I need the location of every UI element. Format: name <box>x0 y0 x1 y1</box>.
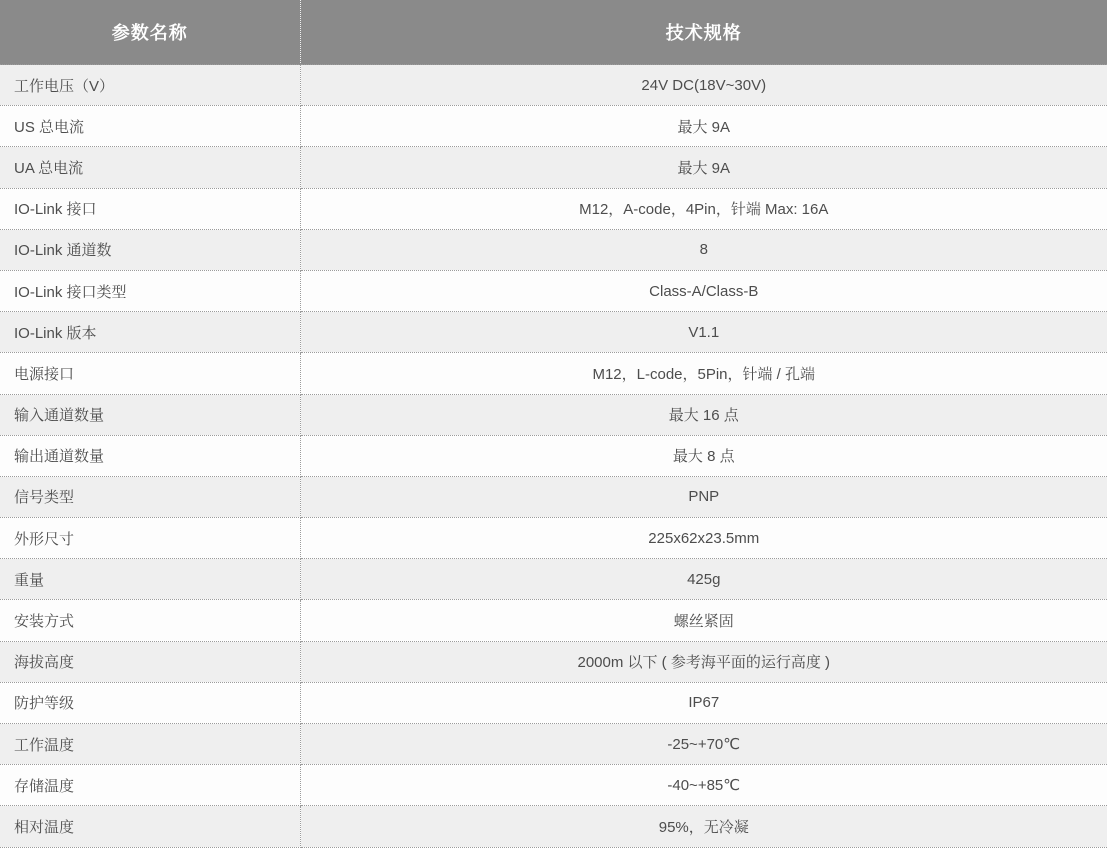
parameter-name-cell: 输入通道数量 <box>0 394 300 435</box>
technical-spec-cell: 24V DC(18V~30V) <box>300 65 1107 106</box>
technical-spec-cell: 2000m 以下 ( 参考海平面的运行高度 ) <box>300 641 1107 682</box>
parameter-name-cell: 输出通道数量 <box>0 435 300 476</box>
table-row <box>0 353 1107 394</box>
technical-spec-cell: 95%，无冷凝 <box>300 806 1107 847</box>
table-header <box>0 0 1107 65</box>
table-row <box>0 435 1107 476</box>
technical-spec-cell: M12，A-code，4Pin，针端 Max: 16A <box>300 188 1107 229</box>
parameter-name-cell: UA 总电流 <box>0 147 300 188</box>
parameter-name-cell: IO-Link 接口类型 <box>0 270 300 311</box>
parameter-name-cell: 重量 <box>0 559 300 600</box>
parameter-name-cell: 工作温度 <box>0 724 300 765</box>
technical-spec-cell: M12，L-code，5Pin，针端 / 孔端 <box>300 353 1107 394</box>
technical-spec-cell: Class-A/Class-B <box>300 270 1107 311</box>
table-row <box>0 600 1107 641</box>
parameter-name-cell: 防护等级 <box>0 682 300 723</box>
technical-spec-cell: PNP <box>300 476 1107 517</box>
parameter-name-cell: 信号类型 <box>0 476 300 517</box>
table-row <box>0 106 1107 147</box>
parameter-name-cell: 海拔高度 <box>0 641 300 682</box>
table-row <box>0 65 1107 106</box>
table-row <box>0 229 1107 270</box>
table-row <box>0 806 1107 847</box>
parameter-name-cell: 安装方式 <box>0 600 300 641</box>
technical-spec-cell: 425g <box>300 559 1107 600</box>
table-row <box>0 559 1107 600</box>
technical-spec-cell: V1.1 <box>300 312 1107 353</box>
header-row <box>0 0 1107 65</box>
technical-spec-cell: 8 <box>300 229 1107 270</box>
parameter-name-cell: IO-Link 接口 <box>0 188 300 229</box>
parameter-name-cell: 外形尺寸 <box>0 518 300 559</box>
table-row <box>0 518 1107 559</box>
column-header-technical-spec: 技术规格 <box>300 0 1107 65</box>
parameter-name-cell: 电源接口 <box>0 353 300 394</box>
technical-spec-cell: 最大 16 点 <box>300 394 1107 435</box>
table-row <box>0 394 1107 435</box>
technical-spec-cell: 最大 8 点 <box>300 435 1107 476</box>
parameter-name-cell: 相对温度 <box>0 806 300 847</box>
parameter-name-cell: 工作电压（V） <box>0 65 300 106</box>
table-row <box>0 682 1107 723</box>
column-header-parameter-name: 参数名称 <box>0 0 300 65</box>
table-row <box>0 188 1107 229</box>
technical-spec-cell: 最大 9A <box>300 147 1107 188</box>
parameter-name-cell: IO-Link 通道数 <box>0 229 300 270</box>
parameter-name-cell: IO-Link 版本 <box>0 312 300 353</box>
technical-spec-cell: 螺丝紧固 <box>300 600 1107 641</box>
table-row <box>0 270 1107 311</box>
technical-spec-cell: IP67 <box>300 682 1107 723</box>
table-row <box>0 476 1107 517</box>
table-row <box>0 765 1107 806</box>
technical-spec-cell: -40~+85℃ <box>300 765 1107 806</box>
table-row <box>0 312 1107 353</box>
table-body <box>0 65 1107 848</box>
technical-spec-cell: 225x62x23.5mm <box>300 518 1107 559</box>
technical-spec-cell: -25~+70℃ <box>300 724 1107 765</box>
parameter-name-cell: 存储温度 <box>0 765 300 806</box>
table-row <box>0 147 1107 188</box>
table-row <box>0 724 1107 765</box>
table-row <box>0 641 1107 682</box>
technical-spec-cell: 最大 9A <box>300 106 1107 147</box>
parameter-name-cell: US 总电流 <box>0 106 300 147</box>
